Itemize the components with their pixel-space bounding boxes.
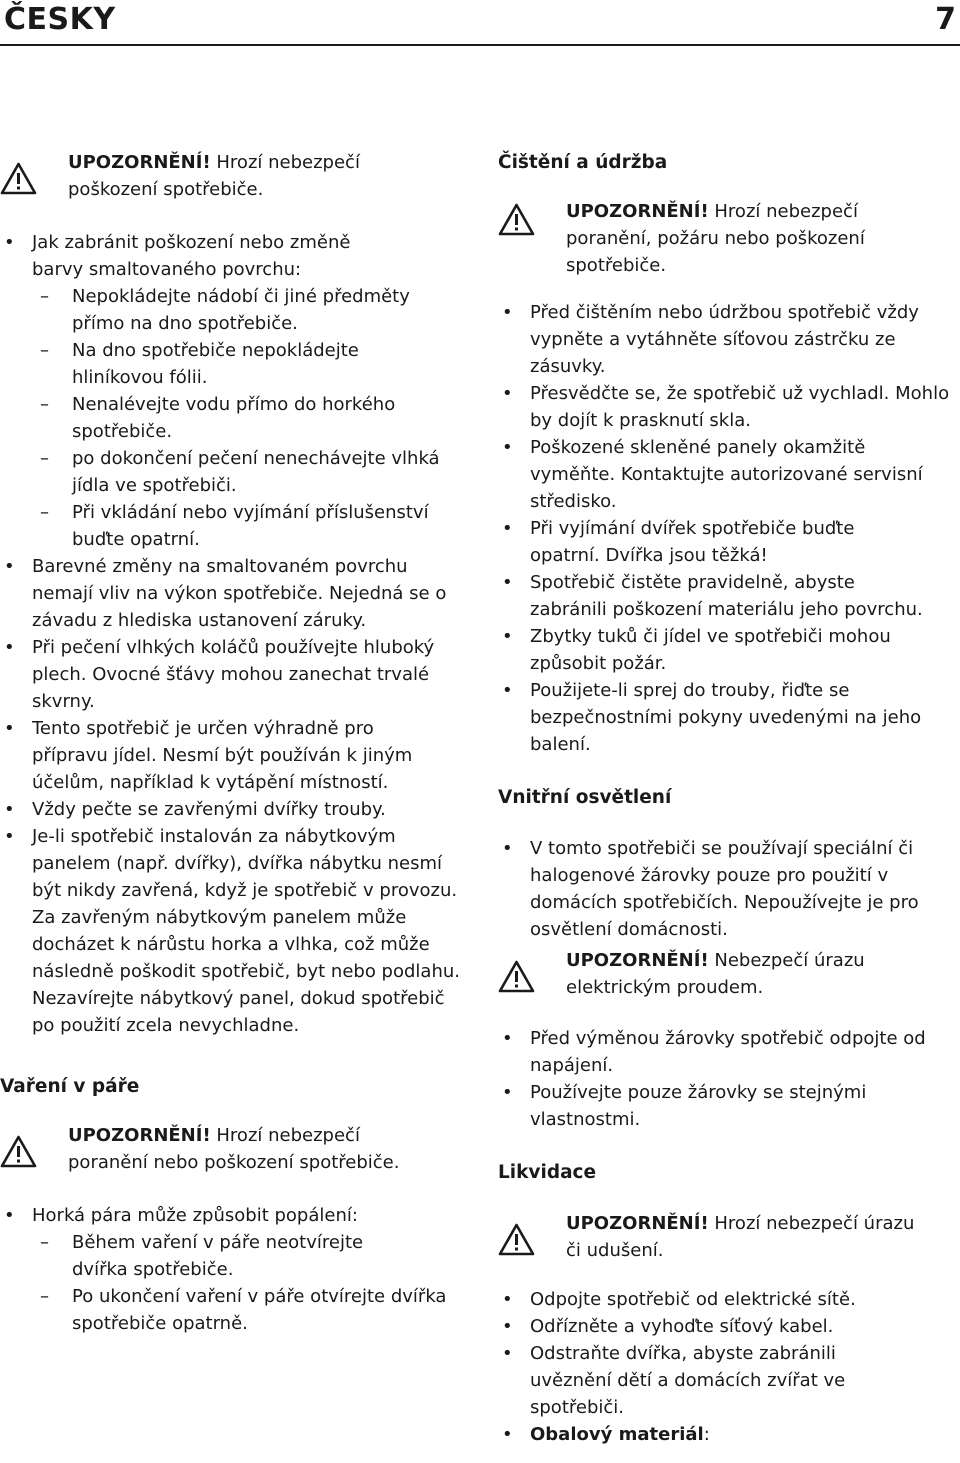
warning-text: Nebezpečí úrazu elektrickým proudem. <box>566 950 865 998</box>
warning-text: Hrozí nebezpečí poranění, požáru nebo poškození spotřebiče. <box>566 201 865 276</box>
list-item: • Odpojte spotřebič od elektrické sítě. <box>498 1286 960 1313</box>
list-item: • Spotřebič čistěte pravidelně, abyste zabránili poškození materiálu jeho povrchu. <box>498 569 928 623</box>
warning-disposal <box>498 1210 960 1264</box>
warning-icon <box>498 1223 535 1256</box>
enamel-bullet-list <box>0 229 462 1039</box>
warning-cleaning <box>498 198 960 279</box>
list-item: • Tento spotřebič je určen výhradně pro přípravu jídel. Nesmí být používán k jiným účelům, například k vytápění místností. <box>0 715 440 796</box>
warning-text: Hrozí nebezpečí poškození spotřebiče. <box>68 152 360 200</box>
warning-icon <box>498 203 535 236</box>
dash-item: – Nenalévejte vodu přímo do horkého spotřebiče. <box>32 391 452 445</box>
warning-icon <box>0 1135 37 1168</box>
list-item: • Poškozené skleněné panely okamžitě vyměňte. Kontaktujte autorizované servisní středisko. <box>498 434 928 515</box>
list-item: • Barevné změny na smaltovaném povrchu nemají vliv na výkon spotřebiče. Nejedná se o závadu z hlediska ustanovení záruky. <box>0 553 462 634</box>
right-column <box>498 149 960 1448</box>
list-item: • Přesvědčte se, že spotřebič už vychladl. Mohlo by dojít k prasknutí skla. <box>498 380 960 434</box>
warning-lighting <box>498 947 960 1001</box>
header-rule <box>0 44 960 46</box>
list-item: • Odřízněte a vyhoďte síťový kabel. <box>498 1313 960 1340</box>
warning-damage <box>0 149 462 203</box>
disposal-bullet-list <box>498 1286 960 1448</box>
list-item: • Před čištěním nebo údržbou spotřebič vždy vypněte a vytáhněte síťovou zástrčku ze zásuvky. <box>498 299 938 380</box>
list-item: • Při pečení vlhkých koláčů používejte hluboký plech. Ovocné šťávy mohou zanechat trvalé skvrny. <box>0 634 440 715</box>
steam-bullet-list <box>0 1202 462 1337</box>
cleaning-bullet-list <box>498 299 960 758</box>
list-item: • Horká pára může způsobit popálení: – Během vaření v páře neotvírejte dvířka spotřebiče. – Po ukončení vaření v páře otvírejte dvířka spotřebiče opatrně. <box>0 1202 462 1337</box>
section-heading-cleaning: Čištění a údržba <box>498 152 668 173</box>
list-item: • Zbytky tuků či jídel ve spotřebiči mohou způsobit požár. <box>498 623 960 677</box>
warning-text: Hrozí nebezpečí úrazu či udušení. <box>566 1213 915 1261</box>
dash-list <box>32 1229 462 1337</box>
list-item: • Používejte pouze žárovky se stejnými vlastnostmi. <box>498 1079 928 1133</box>
language-label: ČESKY <box>4 2 116 37</box>
dash-list <box>32 283 462 553</box>
dash-item: – Na dno spotřebiče nepokládejte hliníkovou fólii. <box>32 337 402 391</box>
lighting-intro-list <box>498 835 960 943</box>
warning-keyword: UPOZORNĚNÍ! <box>566 950 709 971</box>
dash-item: – po dokončení pečení nenechávejte vlhká jídla ve spotřebiči. <box>32 445 452 499</box>
warning-icon <box>0 162 37 195</box>
page-number: 7 <box>935 2 956 37</box>
section-heading-steam: Vaření v páře <box>0 1076 140 1097</box>
list-item: • Před výměnou žárovky spotřebič odpojte od napájení. <box>498 1025 960 1079</box>
list-item: • Obalový materiál: <box>498 1421 960 1448</box>
warning-keyword: UPOZORNĚNÍ! <box>68 1125 211 1146</box>
list-item: • Vždy pečte se zavřenými dvířky trouby. <box>0 796 462 823</box>
list-item: • Jak zabránit poškození nebo změně barvy smaltovaného povrchu: – Nepokládejte nádobí či jiné předměty přímo na dno spotřebiče. – Na dno spotřebiče nepokládejte hliníkovou fólii. – Nenalévejte vodu přímo do horkého spotřebiče. – po dokončení pečení nenechávejte vlhká jídla ve spotřebiči. – Při vkládání nebo vyjímání příslušenství buďte opatrní. <box>0 229 462 553</box>
warning-icon <box>498 960 535 993</box>
section-heading-disposal: Likvidace <box>498 1162 597 1183</box>
list-item: • Odstraňte dvířka, abyste zabránili uvěznění dětí a domácích zvířat ve spotřebiči. <box>498 1340 918 1421</box>
lighting-bullet-list <box>498 1025 960 1133</box>
warning-keyword: UPOZORNĚNÍ! <box>68 152 211 173</box>
list-item: • Je-li spotřebič instalován za nábytkovým panelem (např. dvířky), dvířka nábytku nesmí být nikdy zavřená, když je spotřebič v provozu. Za zavřeným nábytkovým panelem může docházet k nárůstu horka a vlhka, což může následně poškodit spotřebič, byt nebo podlahu. Nezavírejte nábytkový panel, dokud spotřebič po použití zcela nevychladne. <box>0 823 462 1039</box>
packaging-label: Obalový materiál <box>530 1424 704 1445</box>
list-item: • Použijete-li sprej do trouby, řiďte se bezpečnostními pokyny uvedenými na jeho balení. <box>498 677 928 758</box>
warning-keyword: UPOZORNĚNÍ! <box>566 1213 709 1234</box>
list-item: • V tomto spotřebiči se používají speciální či halogenové žárovky pouze pro použití v domácích spotřebičích. Nepoužívejte je pro osvětlení domácnosti. <box>498 835 960 943</box>
warning-keyword: UPOZORNĚNÍ! <box>566 201 709 222</box>
dash-item: – Nepokládejte nádobí či jiné předměty přímo na dno spotřebiče. <box>32 283 417 337</box>
section-heading-lighting: Vnitřní osvětlení <box>498 787 672 808</box>
list-item: • Při vyjímání dvířek spotřebiče buďte opatrní. Dvířka jsou těžká! <box>498 515 928 569</box>
warning-text: Hrozí nebezpečí poranění nebo poškození spotřebiče. <box>68 1125 400 1173</box>
dash-item: – Během vaření v páře neotvírejte dvířka spotřebiče. <box>32 1229 422 1283</box>
dash-item: – Po ukončení vaření v páře otvírejte dvířka spotřebiče opatrně. <box>32 1283 452 1337</box>
left-column <box>0 149 462 1337</box>
page-header <box>0 0 960 44</box>
warning-steam <box>0 1122 462 1176</box>
dash-item: – Při vkládání nebo vyjímání příslušenství buďte opatrní. <box>32 499 452 553</box>
